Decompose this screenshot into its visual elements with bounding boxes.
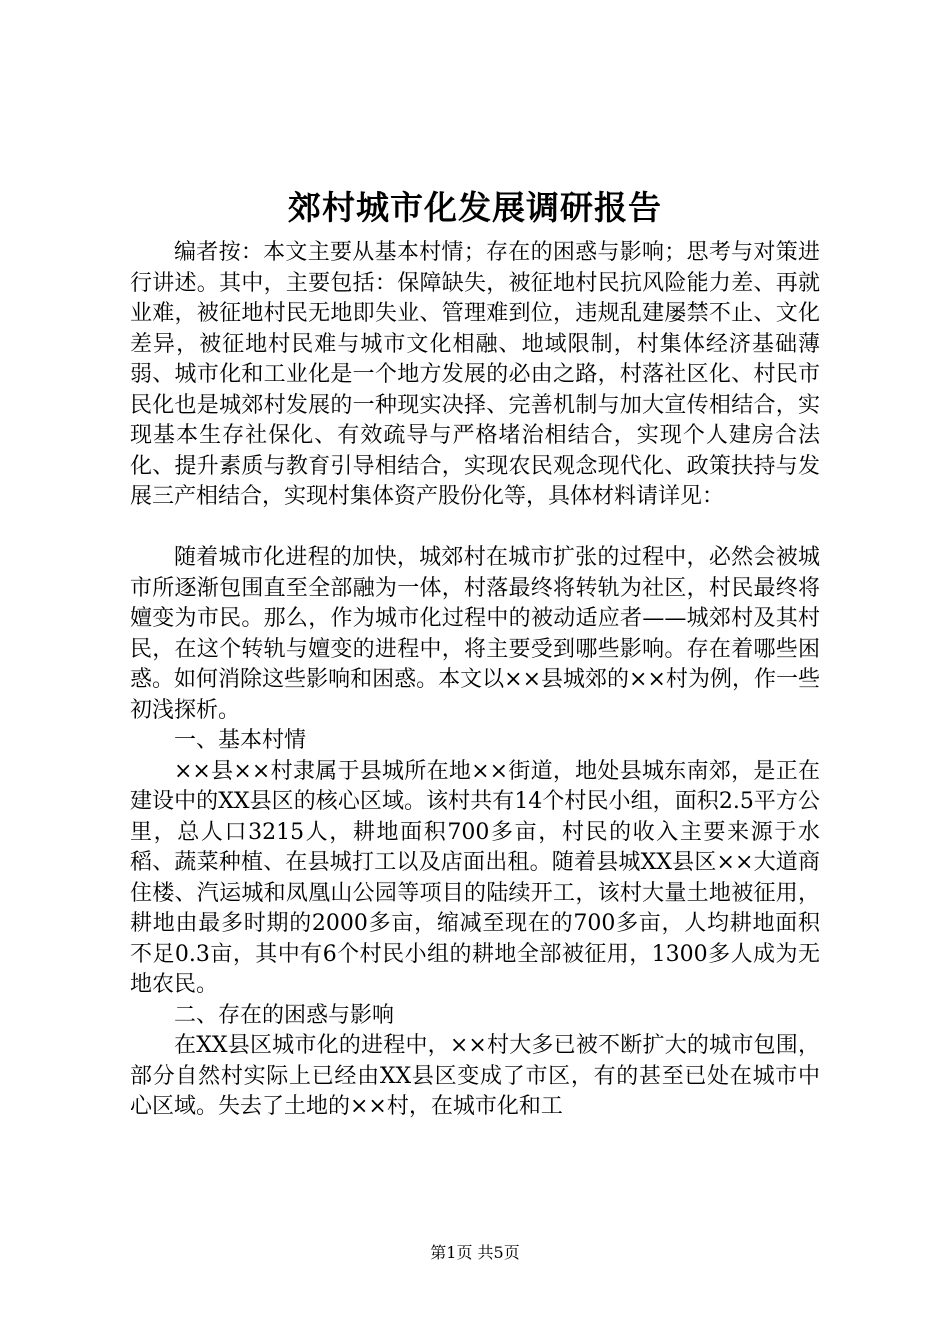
section-heading-basic-situation: 一、基本村情 (174, 728, 307, 753)
document-body (130, 238, 820, 1123)
editor-note-paragraph: 编者按：本文主要从基本村情；存在的困惑与影响；思考与对策进行讲述。其中，主要包括：保障缺失，被征地村民抗风险能力差、再就业难，被征地村民无地即失业、管理难到位，违规乱建屡禁不止、文化差异，被征地村民难与城市文化相融、地域限制，村集体经济基础薄弱、城市化和工业化是一个地方发展的必由之路，村落社区化、村民市民化也是城郊村发展的一种现实决择、完善机制与加大宣传相结合，实现基本生存社保化、有效疏导与严格堵治相结合，实现个人建房合法化、提升素质与教育引导相结合，实现农民观念现代化、政策扶持与发展三产相结合，实现村集体资产股份化等，具体材料请详见： (130, 240, 820, 509)
page-footer: 第1页 共5页 (430, 1243, 520, 1262)
intro-paragraph: 随着城市化进程的加快，城郊村在城市扩张的过程中，必然会被城市所逐渐包围直至全部融为一体，村落最终将转轨为社区，村民最终将嬗变为市民。那么，作为城市化过程中的被动适应者——城郊村及其村民，在这个转轨与嬗变的进程中，将主要受到哪些影响。存在着哪些困惑。如何消除这些影响和困惑。本文以××县城郊的××村为例，作一些初浅探析。 (130, 545, 820, 723)
document-title: 郊村城市化发展调研报告 (288, 188, 662, 227)
basic-situation-paragraph: ××县××村隶属于县城所在地××街道，地处县城东南郊，是正在建设中的XX县区的核心区域。该村共有14个村民小组，面积2.5平方公里，总人口3215人，耕地面积700多亩，村民的收入主要来源于水稻、蔬菜种植、在县城打工以及店面出租。随着县城XX县区××大道商住楼、汽运城和凤凰山公园等项目的陆续开工，该村大量土地被征用，耕地由最多时期的2000多亩，缩减至现在的700多亩，人均耕地面积不足0.3亩，其中有6个村民小组的耕地全部被征用，1300多人成为无地农民。 (130, 758, 820, 997)
confusion-impact-paragraph: 在XX县区城市化的进程中，××村大多已被不断扩大的城市包围，部分自然村实际上已经由XX县区变成了市区，有的甚至已处在城市中心区域。失去了土地的××村，在城市化和工 (130, 1033, 820, 1119)
section-heading-confusion-impact: 二、存在的困惑与影响 (174, 1002, 395, 1028)
